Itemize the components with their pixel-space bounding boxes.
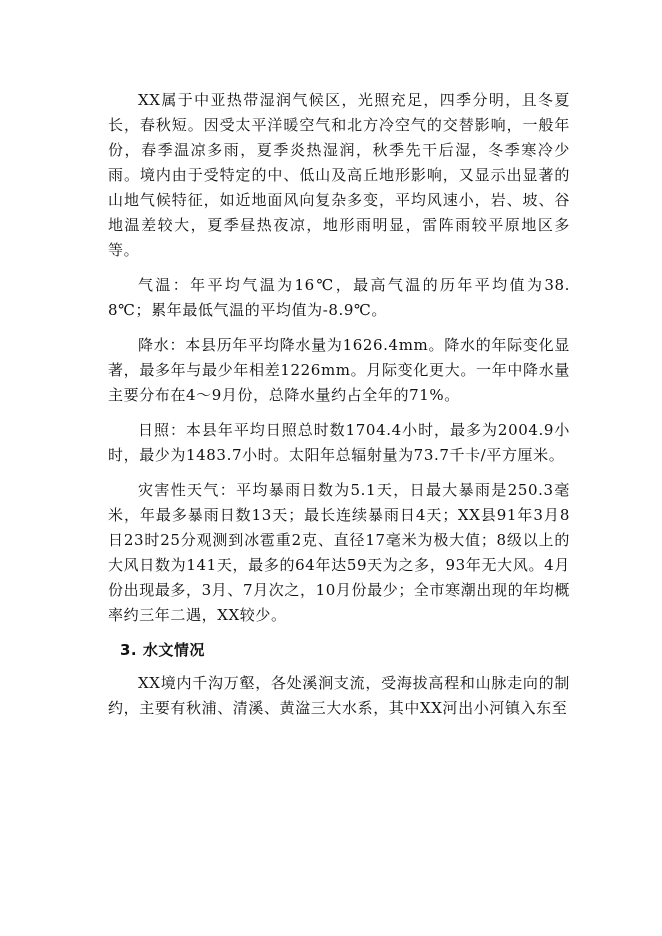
document-page: [108, 88, 570, 731]
temperature-paragraph: 气温：年平均气温为16℃，最高气温的历年平均值为38.8℃；累年最低气温的平均值为-8.9℃。: [108, 276, 570, 319]
hydrology-paragraph: XX境内千沟万壑，各处溪涧支流，受海拔高程和山脉走向的制约，主要有秋浦、清溪、黄湓三大水系，其中XX河出小河镇入东至: [108, 674, 570, 717]
climate-overview-paragraph: XX属于中亚热带湿润气候区，光照充足，四季分明，且冬夏长，春秋短。因受太平洋暖空气和北方冷空气的交替影响，一般年份，春季温凉多雨，夏季炎热湿润，秋季先干后湿，冬季寒冷少雨。境内由于受特定的中、低山及高丘地形影响，又显示出显著的山地气候特征，如近地面风向复杂多变，平均风速小，岩、坡、谷地温差较大，夏季昼热夜凉，地形雨明显，雷阵雨较平原地区多等。: [108, 91, 570, 259]
precipitation-paragraph: 降水：本县历年平均降水量为1626.4mm。降水的年际变化显著，最多年与最少年相差1226mm。月际变化更大。一年中降水量主要分布在4～9月份，总降水量约占全年的71%。: [108, 336, 570, 404]
sunshine-paragraph: 日照：本县年平均日照总时数1704.4小时，最多为2004.9小时，最少为1483.7小时。太阳年总辐射量为73.7千卡/平方厘米。: [108, 421, 570, 464]
disaster-weather-paragraph: 灾害性天气：平均暴雨日数为5.1天，日最大暴雨是250.3毫米，年最多暴雨日数13天；最长连续暴雨日4天；XX县91年3月8日23时25分观测到冰雹重2克、直径17毫米为极大值；8级以上的大风日数为141天，最多的64年达59天为之多，93年无大风。4月份出现最多，3月、7月次之，10月份最少；全市寒潮出现的年均概率约三年二遇，XX较少。: [108, 481, 570, 624]
section-heading-hydrology: 3. 水文情况: [120, 641, 205, 659]
